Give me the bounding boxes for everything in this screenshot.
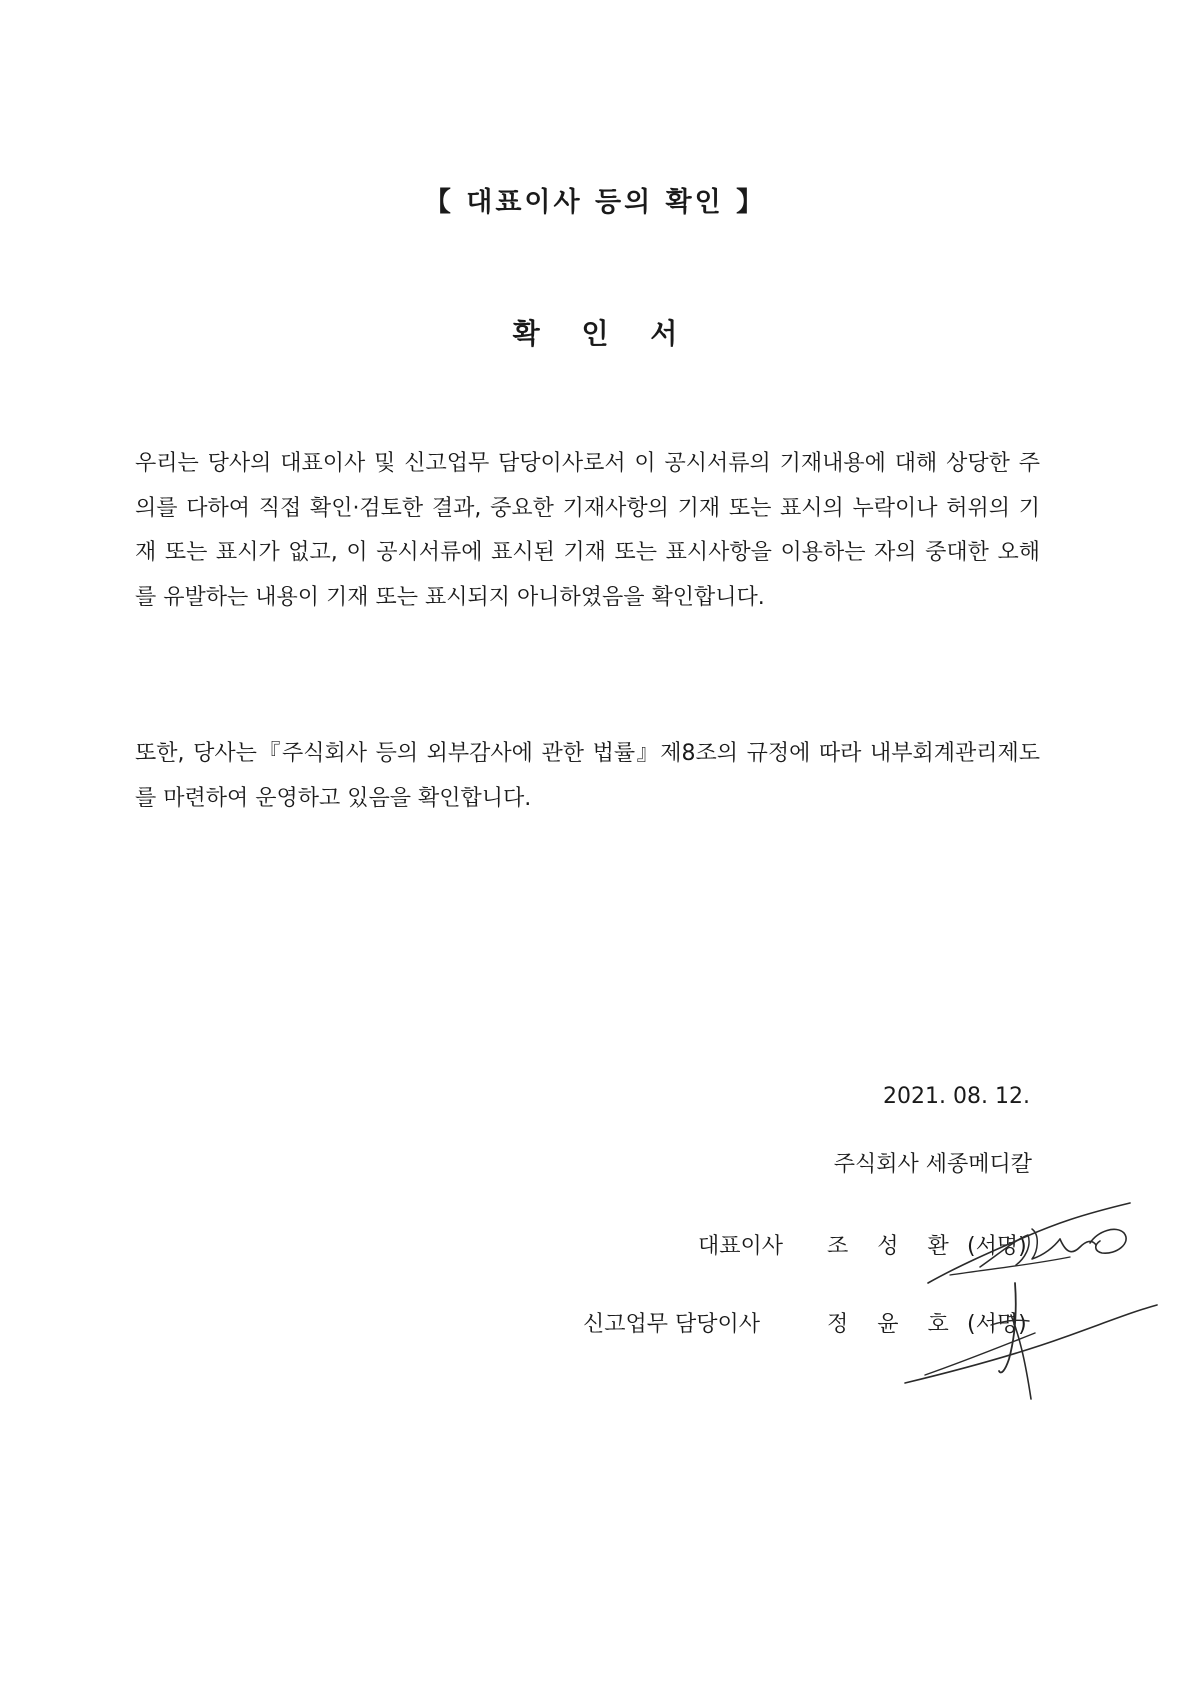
signatory-name: 정 윤 호 [827,1312,960,1337]
confirmation-paragraph: 우리는 당사의 대표이사 및 신고업무 담당이사로서 이 공시서류의 기재내용에 대해 상당한 주의를 다하여 직접 확인·검토한 결과, 중요한 기재사항의 기재 또는 표시의 누락이나 허위의 기재 또는 표시가 없고, 이 공시서류에 표시된 기재 또는 표시사항을 이용하는 자의 중대한 오해를 유발하는 내용이 기재 또는 표시되지 아니하였음을 확인합니다. [135,451,1040,610]
signature-placeholder: (서명) [967,1234,1027,1259]
signatory-role: 신고업무 담당이사 [583,1312,761,1337]
signature-placeholder: (서명) [967,1312,1027,1337]
signatory-role: 대표이사 [698,1234,784,1259]
company-name: 주식회사 세종메디칼 [833,1152,1032,1177]
signatory-name: 조 성 환 [827,1234,960,1259]
document-date: 2021. 08. 12. [883,1084,1030,1109]
document-heading: 【 대표이사 등의 확인 】 [423,187,767,218]
officer-handwritten-signature [895,1275,1165,1405]
document-title: 확 인 서 [512,317,694,350]
internal-control-paragraph: 또한, 당사는『주식회사 등의 외부감사에 관한 법률』제8조의 규정에 따라 내부회계관리제도를 마련하여 운영하고 있음을 확인합니다. [135,741,1040,811]
